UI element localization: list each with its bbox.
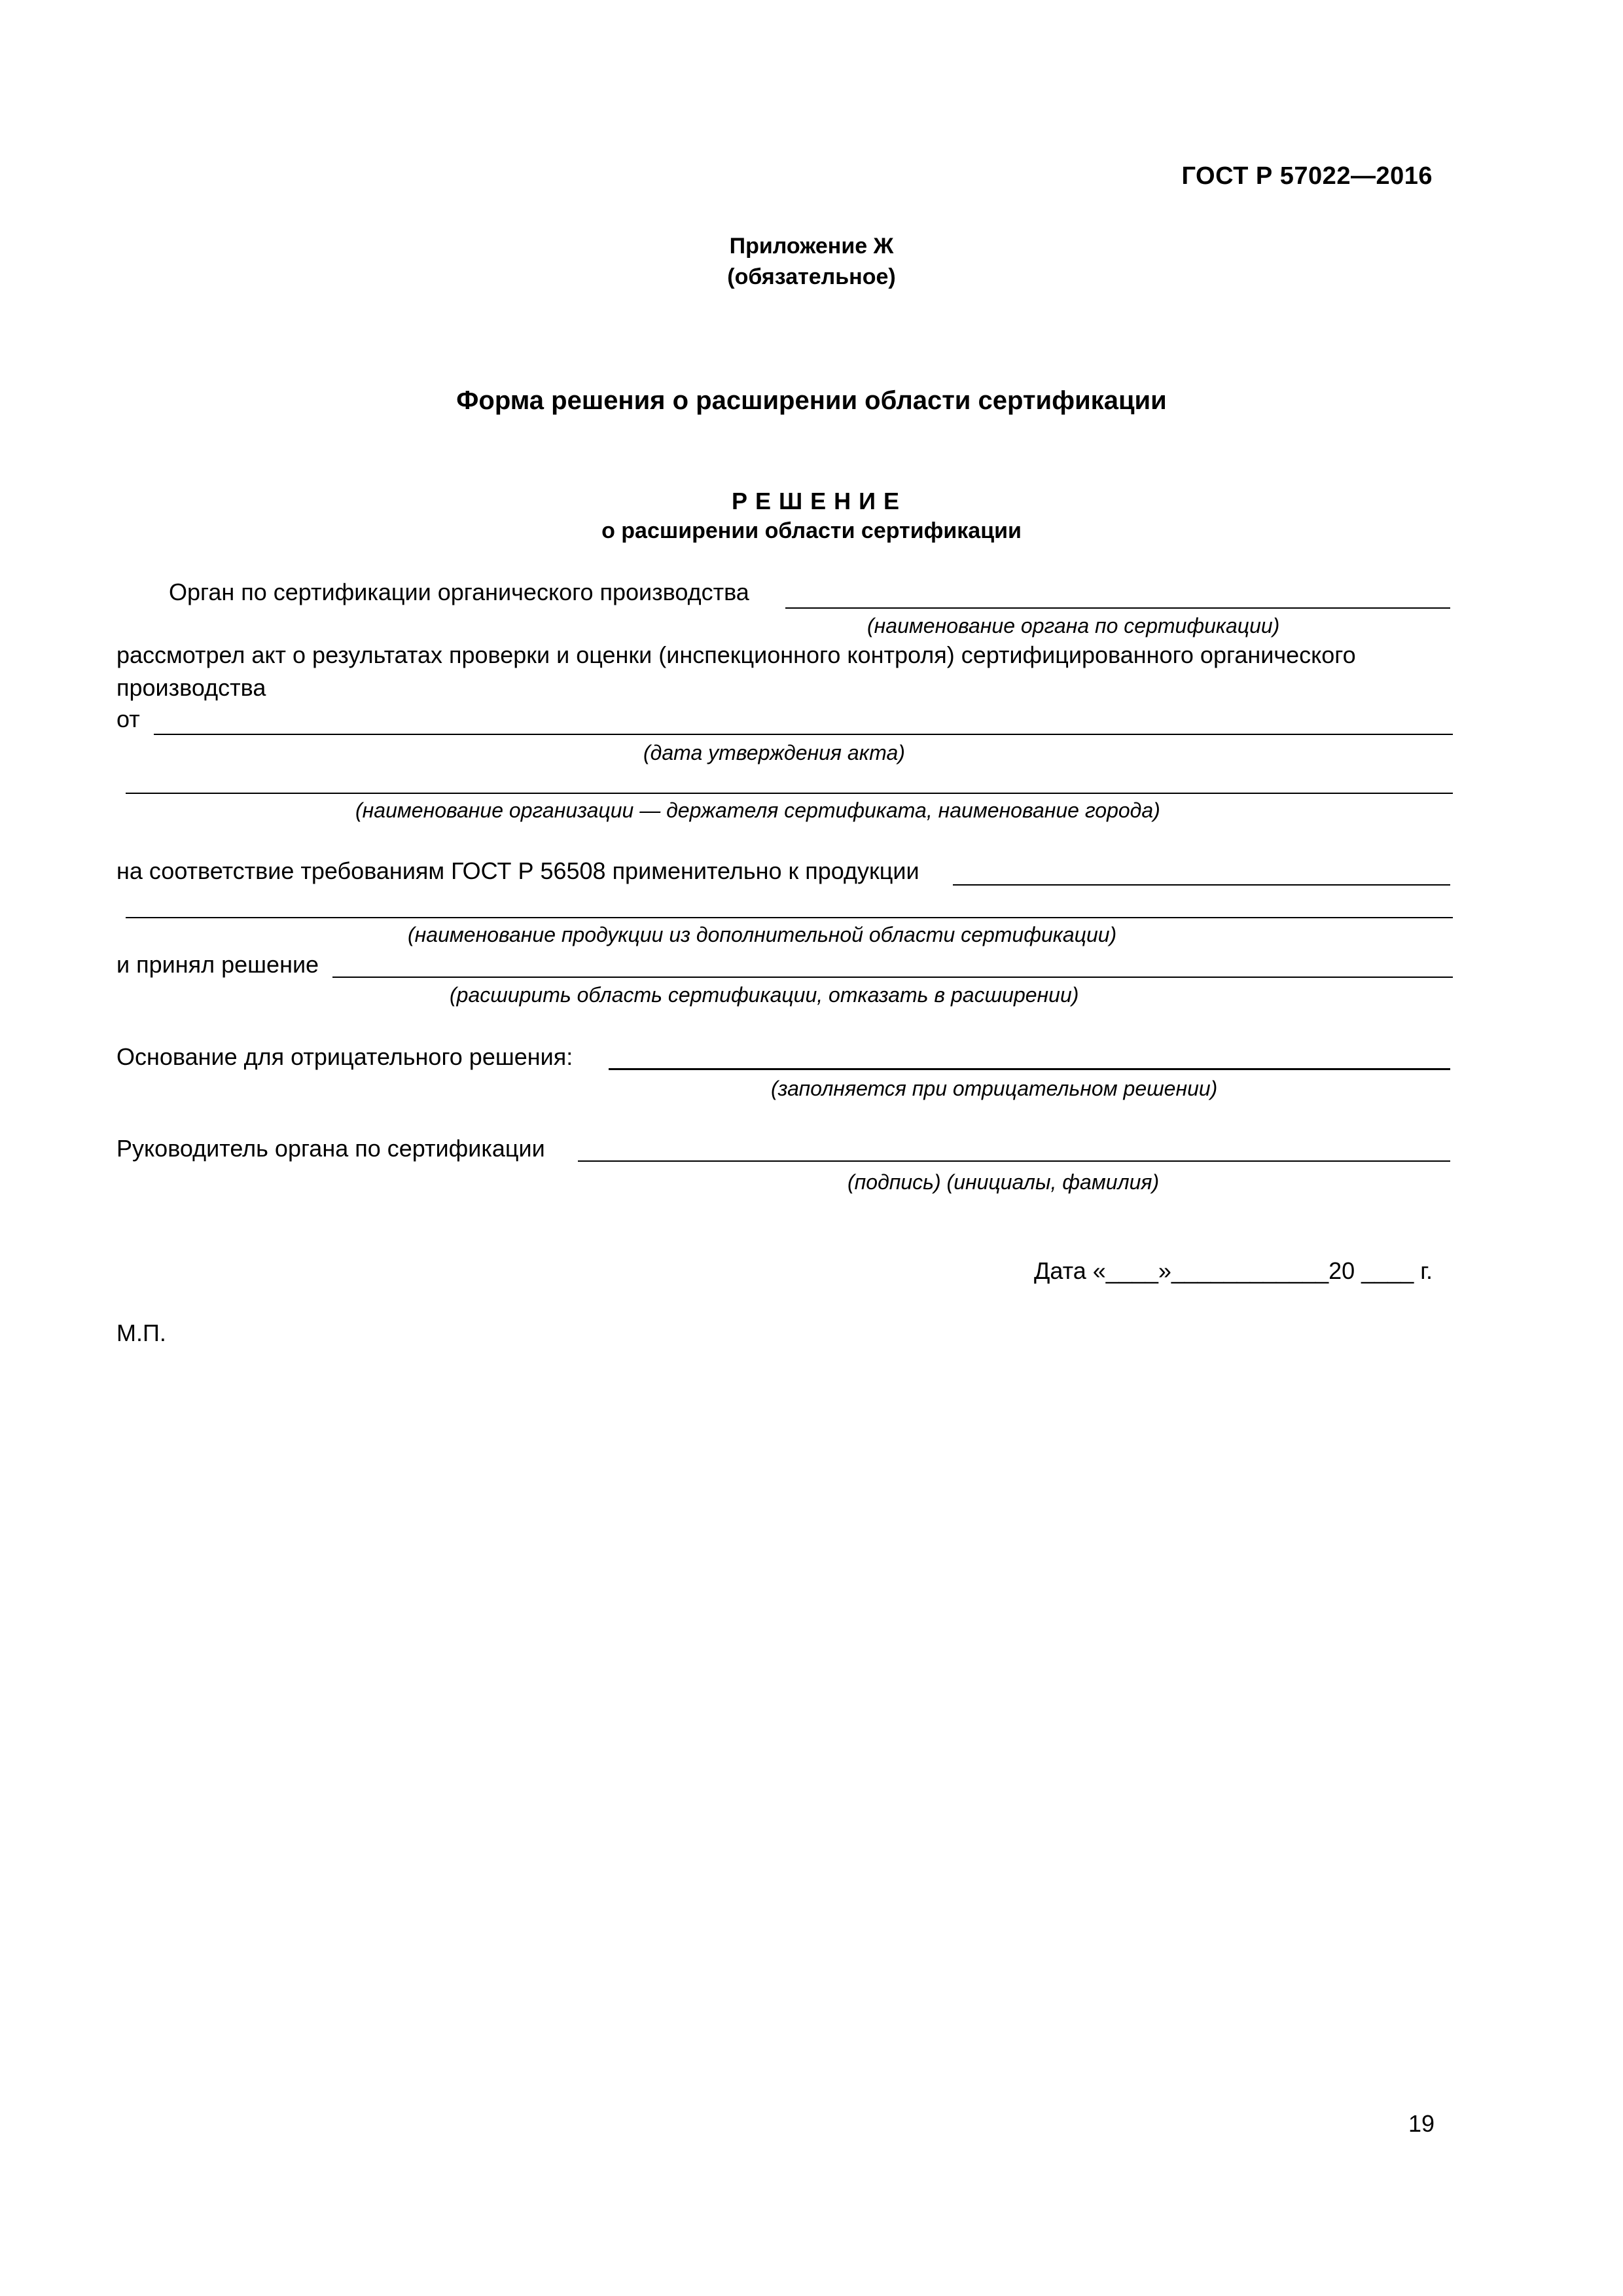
head-signature-caption: (подпись) (инициалы, фамилия)	[847, 1170, 1160, 1194]
grounds-caption: (заполняется при отрицательном решении)	[771, 1077, 1218, 1100]
decision-heading: РЕШЕНИЕ	[731, 488, 908, 514]
head-label: Руководитель органа по сертификации	[116, 1135, 545, 1162]
annex-type: (обязательное)	[727, 264, 896, 289]
decision-field[interactable]	[332, 977, 1453, 978]
grounds-field[interactable]	[609, 1068, 1450, 1070]
grounds-label: Основание для отрицательного решения:	[116, 1043, 573, 1070]
product-field[interactable]	[953, 884, 1450, 886]
decision-caption: (расширить область сертификации, отказать в расширении)	[450, 983, 1079, 1007]
certification-body-field[interactable]	[785, 607, 1450, 609]
annex-title: Приложение Ж	[729, 234, 894, 259]
organization-caption: (наименование организации — держателя сертификата, наименование города)	[355, 798, 1160, 822]
decision-label: и принял решение	[116, 951, 319, 978]
stamp-placeholder: М.П.	[116, 1319, 166, 1346]
form-title: Форма решения о расширении области сертификации	[456, 386, 1167, 415]
act-date-field[interactable]	[154, 734, 1453, 735]
certification-body-caption: (наименование органа по сертификации)	[867, 614, 1280, 637]
organization-field[interactable]	[126, 793, 1453, 794]
certification-body-label: Орган по сертификации органического производства	[169, 579, 749, 605]
page-number: 19	[1408, 2110, 1435, 2137]
review-text-line1: рассмотрел акт о результатах проверки и оценки (инспекционного контроля) сертифицированного органического	[116, 641, 1356, 668]
review-text-line2: производства	[116, 674, 266, 701]
standard-designation: ГОСТ Р 57022—2016	[1181, 162, 1433, 190]
date-line[interactable]: Дата «____»____________20 ____ г.	[1034, 1257, 1433, 1284]
product-caption: (наименование продукции из дополнительной области сертификации)	[408, 923, 1117, 946]
compliance-label: на соответствие требованиям ГОСТ Р 56508 применительно к продукции	[116, 857, 919, 884]
product-field-continued[interactable]	[126, 917, 1453, 918]
decision-subheading: о расширении области сертификации	[601, 518, 1022, 543]
from-label: от	[116, 706, 140, 732]
head-signature-field[interactable]	[578, 1160, 1450, 1162]
act-date-caption: (дата утверждения акта)	[643, 741, 905, 764]
